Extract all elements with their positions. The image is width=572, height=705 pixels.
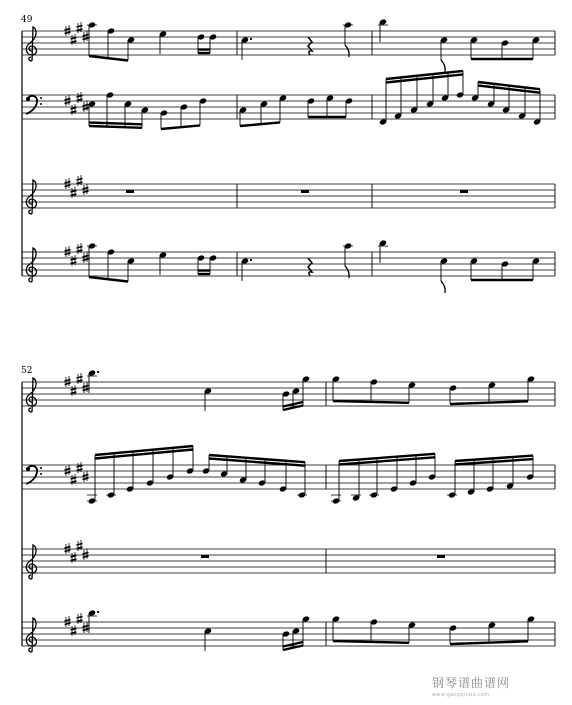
treble-clef-shape	[26, 378, 36, 412]
sharp-stroke	[77, 469, 83, 471]
sharp-stroke	[71, 194, 77, 196]
note-beam	[89, 126, 142, 128]
note	[87, 609, 99, 633]
sharp-icon	[65, 25, 71, 36]
note	[87, 369, 99, 393]
sharp-stroke	[71, 392, 77, 394]
whole-rest-icon	[437, 555, 445, 558]
note-beam	[450, 641, 528, 644]
sharp-stroke	[77, 26, 83, 28]
sharp-stroke	[71, 111, 77, 113]
sharp-stroke	[77, 617, 83, 619]
sharp-stroke	[71, 108, 77, 110]
note	[440, 36, 448, 72]
treble-clef-shape	[26, 618, 36, 652]
sharp-icon	[83, 549, 89, 560]
sharp-stroke	[71, 556, 77, 558]
sharp-stroke	[71, 41, 77, 43]
treble-clef-shape	[26, 545, 36, 579]
staff-2	[22, 462, 555, 489]
sharp-stroke	[83, 191, 89, 193]
beamed-note-group	[88, 91, 149, 127]
sharp-stroke	[77, 99, 83, 101]
sharp-stroke	[83, 108, 89, 110]
beamed-note-group	[239, 94, 287, 126]
sharp-stroke	[65, 623, 71, 625]
sharp-stroke	[71, 191, 77, 193]
sharp-icon	[83, 101, 89, 112]
bass-clef-dot	[40, 467, 42, 469]
sharp-stroke	[83, 35, 89, 37]
sharp-stroke	[83, 629, 89, 631]
note-beam	[89, 277, 128, 282]
beamed-note-group	[379, 71, 464, 126]
sharp-stroke	[65, 469, 71, 471]
sharp-stroke	[65, 383, 71, 385]
sharp-stroke	[65, 620, 71, 622]
treble-clef-icon	[26, 180, 36, 214]
music-notation	[22, 18, 555, 652]
beamed-note-group	[470, 36, 540, 59]
quarter-rest-icon	[308, 258, 312, 276]
measure-number-49: 49	[21, 15, 33, 25]
note-flag	[441, 281, 445, 293]
note-beam	[161, 125, 200, 129]
sharp-stroke	[77, 247, 83, 249]
treble-clef-icon	[26, 618, 36, 652]
sharp-stroke	[71, 481, 77, 483]
sharp-stroke	[65, 32, 71, 34]
sharp-stroke	[83, 556, 89, 558]
beamed-note-group	[282, 375, 310, 410]
sharp-stroke	[65, 380, 71, 382]
sharp-icon	[65, 376, 71, 387]
sharp-stroke	[65, 102, 71, 104]
sharp-stroke	[77, 179, 83, 181]
note-beam	[333, 401, 409, 403]
bass-clef-dot	[40, 97, 42, 99]
note-beam	[450, 401, 528, 404]
watermark-title: 钢琴谱曲谱网	[432, 676, 511, 690]
sharp-stroke	[83, 478, 89, 480]
note-beam	[89, 56, 128, 61]
sharp-stroke	[65, 547, 71, 549]
quarter-rest-icon	[308, 37, 312, 55]
note-flag	[441, 60, 445, 72]
bass-clef-icon	[26, 96, 42, 114]
sharp-stroke	[83, 38, 89, 40]
sharp-icon	[65, 543, 71, 554]
bass-clef-dot	[26, 97, 30, 101]
sharp-icon	[65, 246, 71, 257]
measure-number-52: 52	[21, 366, 33, 376]
sharp-icon	[83, 471, 89, 482]
bass-clef-dot	[40, 103, 42, 105]
whole-rest-icon	[126, 190, 134, 193]
sharp-stroke	[77, 377, 83, 379]
note	[159, 30, 167, 54]
sharp-icon	[83, 252, 89, 263]
treble-clef-shape	[26, 27, 36, 61]
sharp-icon	[83, 382, 89, 393]
sharp-icon	[83, 622, 89, 633]
sharp-stroke	[77, 547, 83, 549]
sharp-stroke	[77, 620, 83, 622]
note-beam	[333, 641, 409, 643]
sharp-stroke	[83, 626, 89, 628]
sharp-stroke	[65, 250, 71, 252]
sharp-stroke	[65, 99, 71, 101]
staff-3	[22, 175, 555, 214]
note	[378, 18, 388, 42]
treble-clef-icon	[26, 545, 36, 579]
note-dot	[97, 611, 99, 613]
sharp-stroke	[83, 389, 89, 391]
bass-clef-icon	[26, 466, 42, 484]
sharp-stroke	[65, 185, 71, 187]
whole-rest-icon	[460, 190, 468, 193]
sharp-stroke	[83, 105, 89, 107]
bass-clef-dot	[26, 467, 30, 471]
sharp-stroke	[65, 253, 71, 255]
sharp-stroke	[71, 38, 77, 40]
beamed-note-group	[470, 257, 540, 280]
sharp-stroke	[83, 188, 89, 190]
note-beam	[89, 123, 142, 125]
sharp-stroke	[83, 256, 89, 258]
sharp-stroke	[71, 632, 77, 634]
watermark-url: www.gangqinpu.com	[432, 692, 490, 698]
sharp-stroke	[71, 559, 77, 561]
sharp-stroke	[65, 182, 71, 184]
note-dot	[250, 38, 252, 40]
system-2	[22, 369, 535, 651]
sharp-stroke	[65, 29, 71, 31]
sharp-stroke	[71, 629, 77, 631]
beamed-note-group	[282, 615, 310, 650]
note-beam	[240, 122, 280, 126]
beamed-note-group	[307, 94, 353, 117]
sharp-icon	[83, 184, 89, 195]
beamed-note-group	[332, 375, 416, 402]
sharp-stroke	[83, 553, 89, 555]
note-dot	[250, 259, 252, 261]
note	[241, 36, 252, 60]
sharp-icon	[65, 95, 71, 106]
sharp-stroke	[77, 29, 83, 31]
note	[378, 239, 388, 263]
sharp-stroke	[71, 478, 77, 480]
note	[204, 387, 212, 411]
sharp-stroke	[71, 259, 77, 261]
treble-clef-icon	[26, 27, 36, 61]
treble-clef-shape	[26, 248, 36, 282]
treble-clef-shape	[26, 180, 36, 214]
sharp-stroke	[71, 389, 77, 391]
sharp-stroke	[65, 550, 71, 552]
bass-clef-dot	[40, 473, 42, 475]
note-dot	[97, 371, 99, 373]
whole-rest-icon	[201, 555, 209, 558]
sharp-icon	[83, 31, 89, 42]
beamed-note-group	[332, 615, 416, 642]
sharp-stroke	[77, 380, 83, 382]
note	[343, 21, 353, 57]
beamed-note-group	[87, 446, 194, 505]
note	[241, 257, 252, 281]
treble-clef-icon	[26, 248, 36, 282]
staff-3	[22, 540, 555, 579]
sharp-stroke	[83, 259, 89, 261]
sharp-icon	[65, 178, 71, 189]
watermark	[432, 674, 564, 698]
note	[159, 251, 167, 275]
sharp-stroke	[77, 544, 83, 546]
sharp-icon	[65, 616, 71, 627]
sharp-stroke	[83, 475, 89, 477]
sharp-stroke	[65, 472, 71, 474]
beamed-note-group	[331, 454, 436, 505]
note	[204, 627, 212, 651]
treble-clef-icon	[26, 378, 36, 412]
sharp-icon	[65, 465, 71, 476]
sharp-stroke	[77, 250, 83, 252]
note	[343, 242, 353, 278]
sharp-stroke	[77, 182, 83, 184]
sharp-stroke	[77, 466, 83, 468]
sharp-stroke	[83, 386, 89, 388]
note	[440, 257, 448, 293]
sharp-stroke	[77, 96, 83, 98]
whole-rest-icon	[301, 190, 309, 193]
sharp-stroke	[71, 262, 77, 264]
